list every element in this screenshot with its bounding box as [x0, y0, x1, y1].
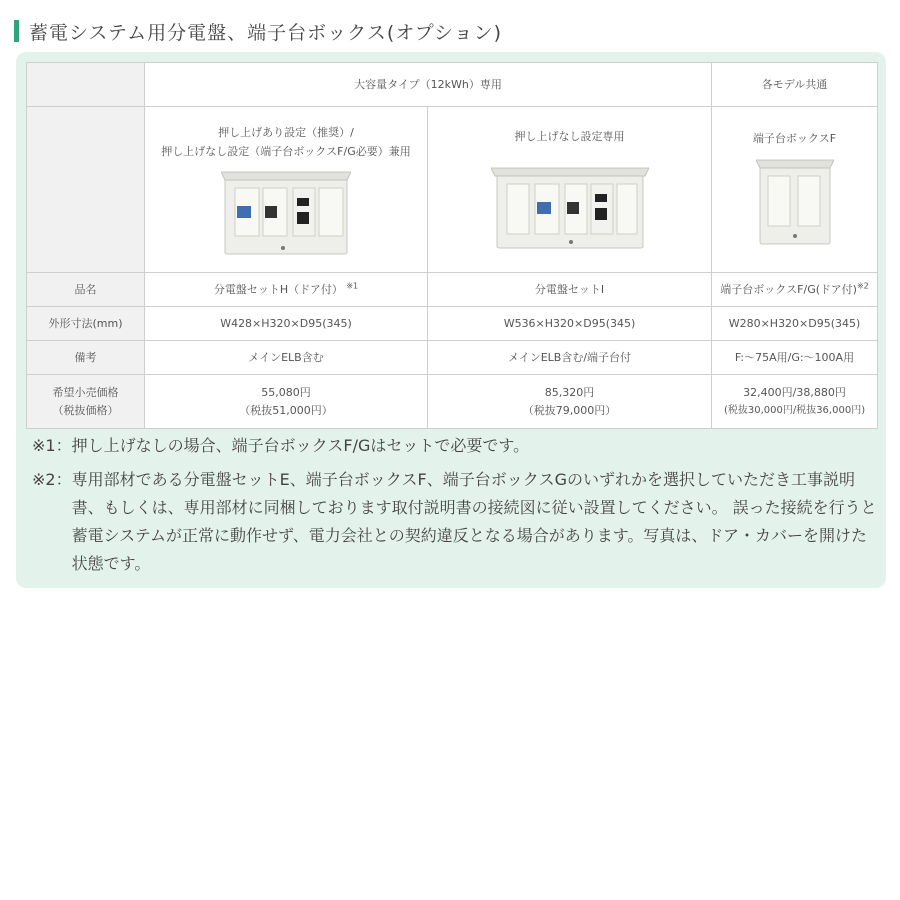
product-label: 品名 [27, 273, 145, 307]
table-header-row [27, 63, 878, 107]
price-label-line1: 希望小売価格 [52, 385, 119, 399]
price-f-line1: 32,400円/38,880円 [743, 385, 846, 399]
product-i-cell [428, 107, 712, 273]
dimensions-h: W428×H320×D95(345) [145, 307, 428, 341]
product-name-i: 分電盤セットI [428, 273, 712, 307]
image-row-label-cell [27, 107, 145, 273]
price-i-line1: 85,320円 [544, 385, 595, 399]
section-header [14, 18, 502, 44]
distribution-board-i-photo [491, 164, 649, 250]
footnote-2-text: 専用部材である分電盤セットE、端子台ボックスF、端子台ボックスGのいずれかを選択していただき工事説明書、もしくは、専用部材に同梱しております取付説明書の接続図に従い設置してください。 誤った接続を行うと蓄電システムが正常に動作せず、電力会社との契約違反となる場合があります。写真は、ドア・カバーを開けた状態です。 [71, 470, 877, 573]
product-f-caption: 端子台ボックスF [752, 132, 837, 145]
spec-table [26, 62, 878, 429]
price-i-line2: （税抜79,000円） [522, 403, 617, 417]
header-large-capacity: 大容量タイプ（12kWh）専用 [145, 63, 712, 107]
terminal-box-f-photo [756, 158, 834, 246]
header-common: 各モデル共通 [712, 63, 878, 107]
product-name-f [712, 273, 878, 307]
footnote-1-text: 押し上げなしの場合、端子台ボックスF/Gはセットで必要です。 [71, 436, 530, 455]
footnote-2 [32, 466, 877, 578]
product-h-caption [147, 123, 425, 162]
footnote-1 [32, 432, 877, 460]
table-row-price [27, 375, 878, 429]
remarks-label: 備考 [27, 341, 145, 375]
distribution-board-h-photo [221, 170, 351, 256]
image-row [27, 107, 878, 273]
product-name-h-text: 分電盤セットH（ドア付） [213, 282, 343, 296]
product-name-h [145, 273, 428, 307]
product-name-f-text: 端子台ボックスF/G(ドア付) [720, 282, 857, 296]
table-row-product [27, 273, 878, 307]
footnote-2-mark: ※2： [32, 470, 72, 489]
price-h-line2: （税抜51,000円） [239, 403, 333, 417]
product-h-caption-line1: 押し上げあり設定（推奨）/ [218, 126, 354, 139]
price-f-line2: (税抜30,000円/税抜36,000円) [723, 405, 866, 417]
price-label-line2: （税抜価格） [52, 403, 119, 417]
title-accent-bar [14, 20, 19, 42]
remarks-h: メインELB含む [145, 341, 428, 375]
dimensions-f: W280×H320×D95(345) [712, 307, 878, 341]
footnotes [32, 432, 877, 578]
footnote-ref-1: ※1 [346, 281, 359, 291]
remarks-f: F:～75A用/G:～100A用 [712, 341, 878, 375]
product-h-cell [145, 107, 428, 273]
price-f [712, 375, 878, 429]
product-f-cell [712, 107, 878, 273]
spec-panel [16, 52, 886, 588]
footnote-ref-2: ※2 [856, 281, 869, 291]
price-h-line1: 55,080円 [261, 385, 311, 399]
price-i [428, 375, 712, 429]
dimensions-label: 外形寸法(mm) [27, 307, 145, 341]
table-row-dimensions [27, 307, 878, 341]
product-i-caption: 押し上げなし設定専用 [514, 130, 625, 143]
product-h-caption-line2: 押し上げなし設定（端子台ボックスF/G必要）兼用 [161, 145, 411, 159]
price-label [27, 375, 145, 429]
footnote-1-mark: ※1： [32, 436, 72, 455]
page-title: 蓄電システム用分電盤、端子台ボックス(オプション) [29, 21, 503, 44]
price-h [145, 375, 428, 429]
header-empty-cell [27, 63, 145, 107]
dimensions-i: W536×H320×D95(345) [428, 307, 712, 341]
remarks-i: メインELB含む/端子台付 [428, 341, 712, 375]
table-row-remarks [27, 341, 878, 375]
